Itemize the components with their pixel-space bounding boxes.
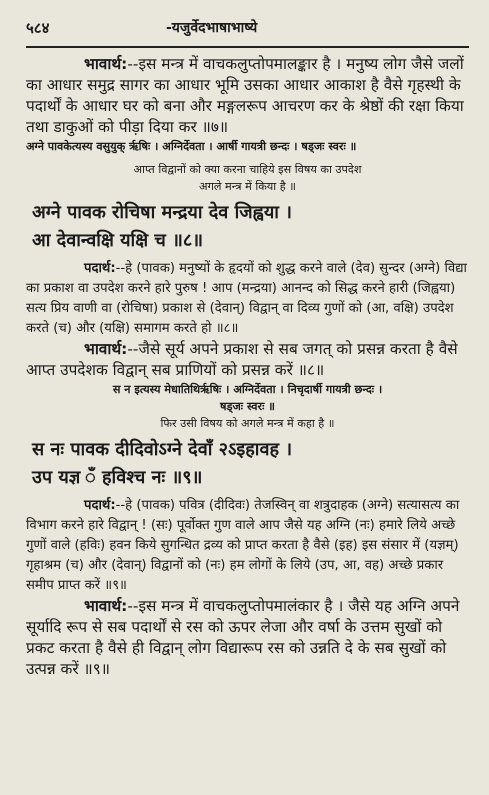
- rishi-line-9: स न इत्यस्य मेधातिथिर्ऋषिः । अग्निर्देवता । निचृदार्षी गायत्री छन्दः ।: [112, 383, 383, 396]
- svara-line-9: षड्जः स्वरः ॥: [220, 400, 275, 413]
- page-number: ५८४: [26, 19, 50, 37]
- intro-8-line2: अगले मन्त्र में किया है ॥: [199, 180, 296, 193]
- padartha-text: --हे (पावक) मनुष्यों के हृदयों को शुद्ध करने वाले (देव) सुन्दर (अग्ने) विद्या का प्रकाश वा उपदेश करने हारे पुरुष ! आप (मन्द्रया) आनन्द को सिद्ध करने हारी (जिह्वया) सत्य प्रिय वाणी वा (रोचिषा) प्रकाश से (देवान्) विद्वान् वा दिव्य गुणों को (आ, वक्षि) उपदेश करते (च) और (यक्षि) समागम करते हो ॥८॥: [26, 261, 467, 336]
- padartha-text: --हे (पावक) पवित्र (दीदिवः) तेजस्विन् वा शत्रुदाहक (अग्ने) सत्यासत्य का विभाग करने हारे विद्वान् ! (सः) पूर्वोक्त गुण वाले आप जैसे यह अग्नि (नः) हमारे लिये अच्छे गुणों वाले (हविः) हवन किये सुगन्धित द्रव्य को प्राप्त करता है वैसे (इह) इस संसार में (यज्ञम्) गृहाश्रम (च) और (देवान्) विद्वानों को (नः) हम लोगों के लिये (उप, आ, वह) अच्छे प्रकार समीप प्राप्त करें ॥९॥: [26, 498, 460, 593]
- bhavartha-label: भावार्थ:: [84, 55, 128, 73]
- header-rule: [26, 46, 469, 48]
- mantra-8-line2: आ देवान्वक्षि यक्षि च ॥८॥: [32, 230, 204, 251]
- padartha-9: [26, 496, 469, 596]
- page-header: [26, 18, 469, 44]
- bhavartha-8: [26, 339, 469, 381]
- bhavartha-label: भावार्थ:: [84, 597, 128, 615]
- padartha-label: पदार्थ:: [84, 261, 116, 276]
- padartha-8: [26, 259, 469, 339]
- bhavartha-7: [26, 54, 469, 138]
- mantra-8-line1: अग्ने पावक रोचिषा मन्द्रया देव जिह्वया ।: [32, 202, 293, 223]
- bhavartha-label: भावार्थ:: [84, 340, 128, 358]
- bhavartha-text: --जैसे सूर्य अपने प्रकाश से सब जगत् को प्रसन्न करता है वैसे आप्त उपदेशक विद्वान् सब प्राणियों को प्रसन्न करें ॥८॥: [26, 340, 458, 379]
- mantra-9-line2: उप यज्ञ ँ हविश्च नः ॥९॥: [32, 467, 203, 488]
- padartha-label: पदार्थ:: [84, 498, 116, 513]
- running-title: -यजुर्वेदभाषाभाष्ये: [166, 20, 258, 36]
- bhavartha-text: --इस मन्त्र में वाचकलुप्तोपमालंकार है । जैसे यह अग्नि अपने सूर्यादि रूप से सब पदार्थों से रस को ऊपर लेजा और वर्षा के उत्तम सुखों को प्रकट करता है वैसे ही विद्वान् लोग विद्यारूप रस को उन्नति दे के सब सुखों को उत्पन्न करें ॥९॥: [26, 597, 460, 678]
- mantra-9-line1: स नः पावक दीदिवोऽग्ने देवाँ २ऽइहावह ।: [32, 439, 293, 460]
- bhavartha-text: --इस मन्त्र में वाचकलुप्तोपमालङ्कार है । मनुष्य लोग जैसे जलों का आधार समुद्र सागर का आधार भूमि उसका आधार आकाश है वैसे गृहस्थी के पदार्थों के आधार घर को बना और मङ्गलरूप आचरण कर के श्रेष्ठों की रक्षा किया तथा डाकुओं को पीड़ा दिया कर ॥७॥: [26, 55, 464, 136]
- rishi-line-8: अग्ने पावकेत्यस्य वसुयुक् र्ऋषिः । अग्निर्देवता । आर्षी गायत्री छन्दः । षड्जः स्वरः ॥: [26, 140, 357, 153]
- intro-8-line1: आप्त विद्वानों को क्या करना चाहिये इस विषय का उपदेश: [133, 163, 362, 176]
- intro-9: फिर उसी विषय को अगले मन्त्र में कहा है ॥: [160, 417, 335, 430]
- bhavartha-9: [26, 596, 469, 680]
